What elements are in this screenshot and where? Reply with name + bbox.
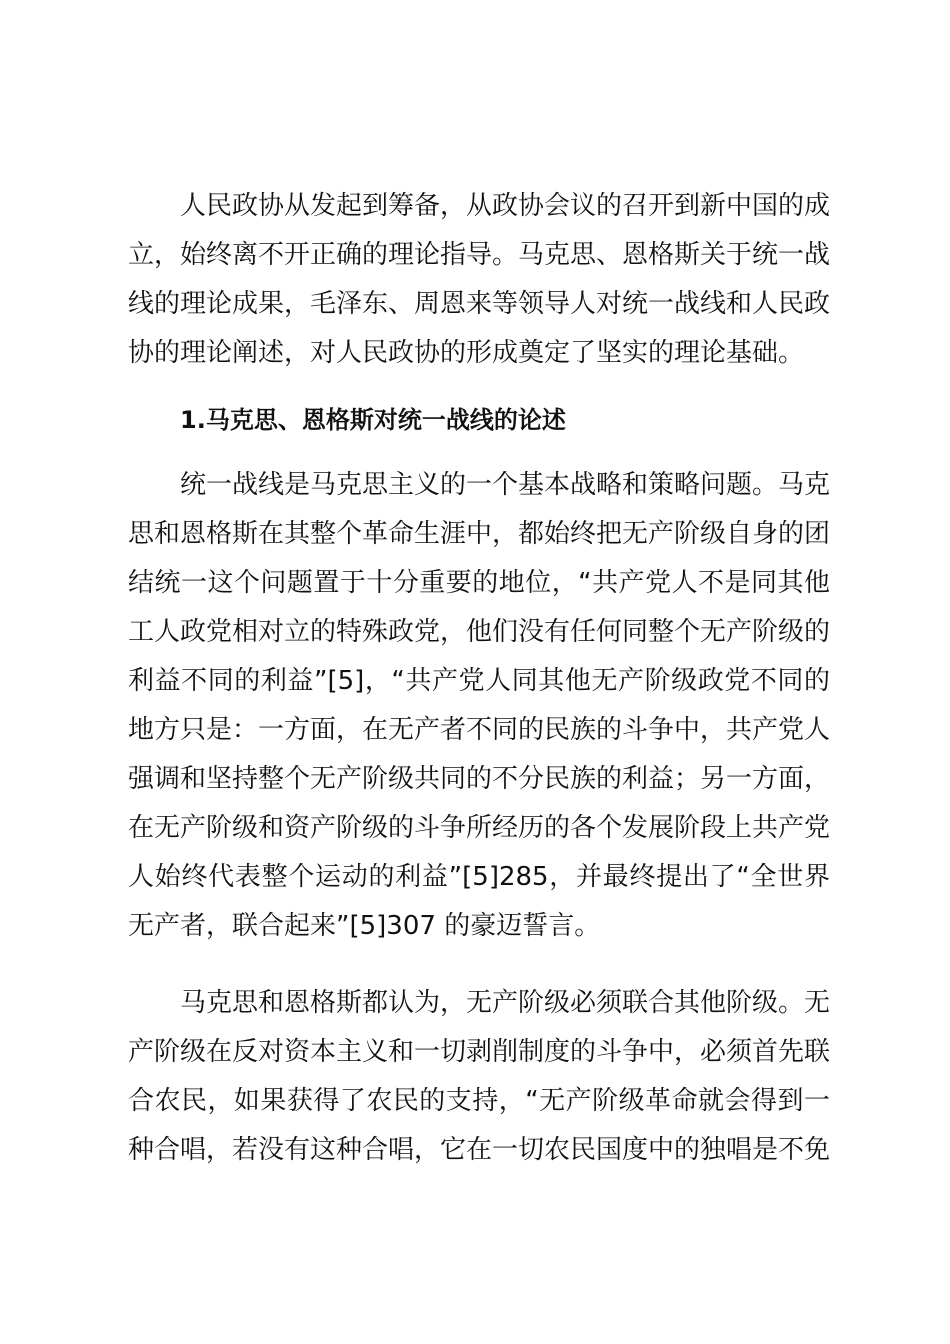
text-line: 工人政党相对立的特殊政党，他们没有任何同整个无产阶级的 <box>128 617 831 647</box>
text-line: 在无产阶级和资产阶级的斗争所经历的各个发展阶段上共产党 <box>128 813 831 843</box>
section-heading: 1.马克思、恩格斯对统一战线的论述 <box>180 406 566 434</box>
text-line: 马克思和恩格斯都认为，无产阶级必须联合其他阶级。无 <box>180 988 831 1018</box>
text-line: 协的理论阐述，对人民政协的形成奠定了坚实的理论基础。 <box>128 338 805 368</box>
text-line: 无产者，联合起来”[5]307 的豪迈誓言。 <box>128 911 601 941</box>
text-line: 人民政协从发起到筹备，从政协会议的召开到新中国的成 <box>180 191 831 221</box>
text-line: 种合唱，若没有这种合唱，它在一切农民国度中的独唱是不免 <box>128 1135 831 1165</box>
text-line: 产阶级在反对资本主义和一切剥削制度的斗争中，必须首先联 <box>128 1037 831 1067</box>
paragraph-united-front <box>128 461 830 951</box>
text-line: 人始终代表整个运动的利益”[5]285，并最终提出了“全世界 <box>128 862 830 892</box>
text-line: 地方只是：一方面，在无产者不同的民族的斗争中，共产党人 <box>128 715 831 745</box>
text-line: 立，始终离不开正确的理论指导。马克思、恩格斯关于统一战 <box>128 240 831 270</box>
text-line: 线的理论成果，毛泽东、周恩来等领导人对统一战线和人民政 <box>128 289 831 319</box>
text-line: 强调和坚持整个无产阶级共同的不分民族的利益；另一方面， <box>128 764 831 794</box>
text-line: 思和恩格斯在其整个革命生涯中，都始终把无产阶级自身的团 <box>128 519 831 549</box>
text-line: 结统一这个问题置于十分重要的地位，“共产党人不是同其他 <box>128 568 830 598</box>
paragraph-alliance <box>128 979 830 1175</box>
document-page <box>128 182 830 1175</box>
paragraph-intro <box>128 182 830 378</box>
text-line: 统一战线是马克思主义的一个基本战略和策略问题。马克 <box>180 470 831 500</box>
text-line: 利益不同的利益”[5]，“共产党人同其他无产阶级政党不同的 <box>128 666 830 696</box>
text-line: 合农民，如果获得了农民的支持，“无产阶级革命就会得到一 <box>128 1086 830 1116</box>
